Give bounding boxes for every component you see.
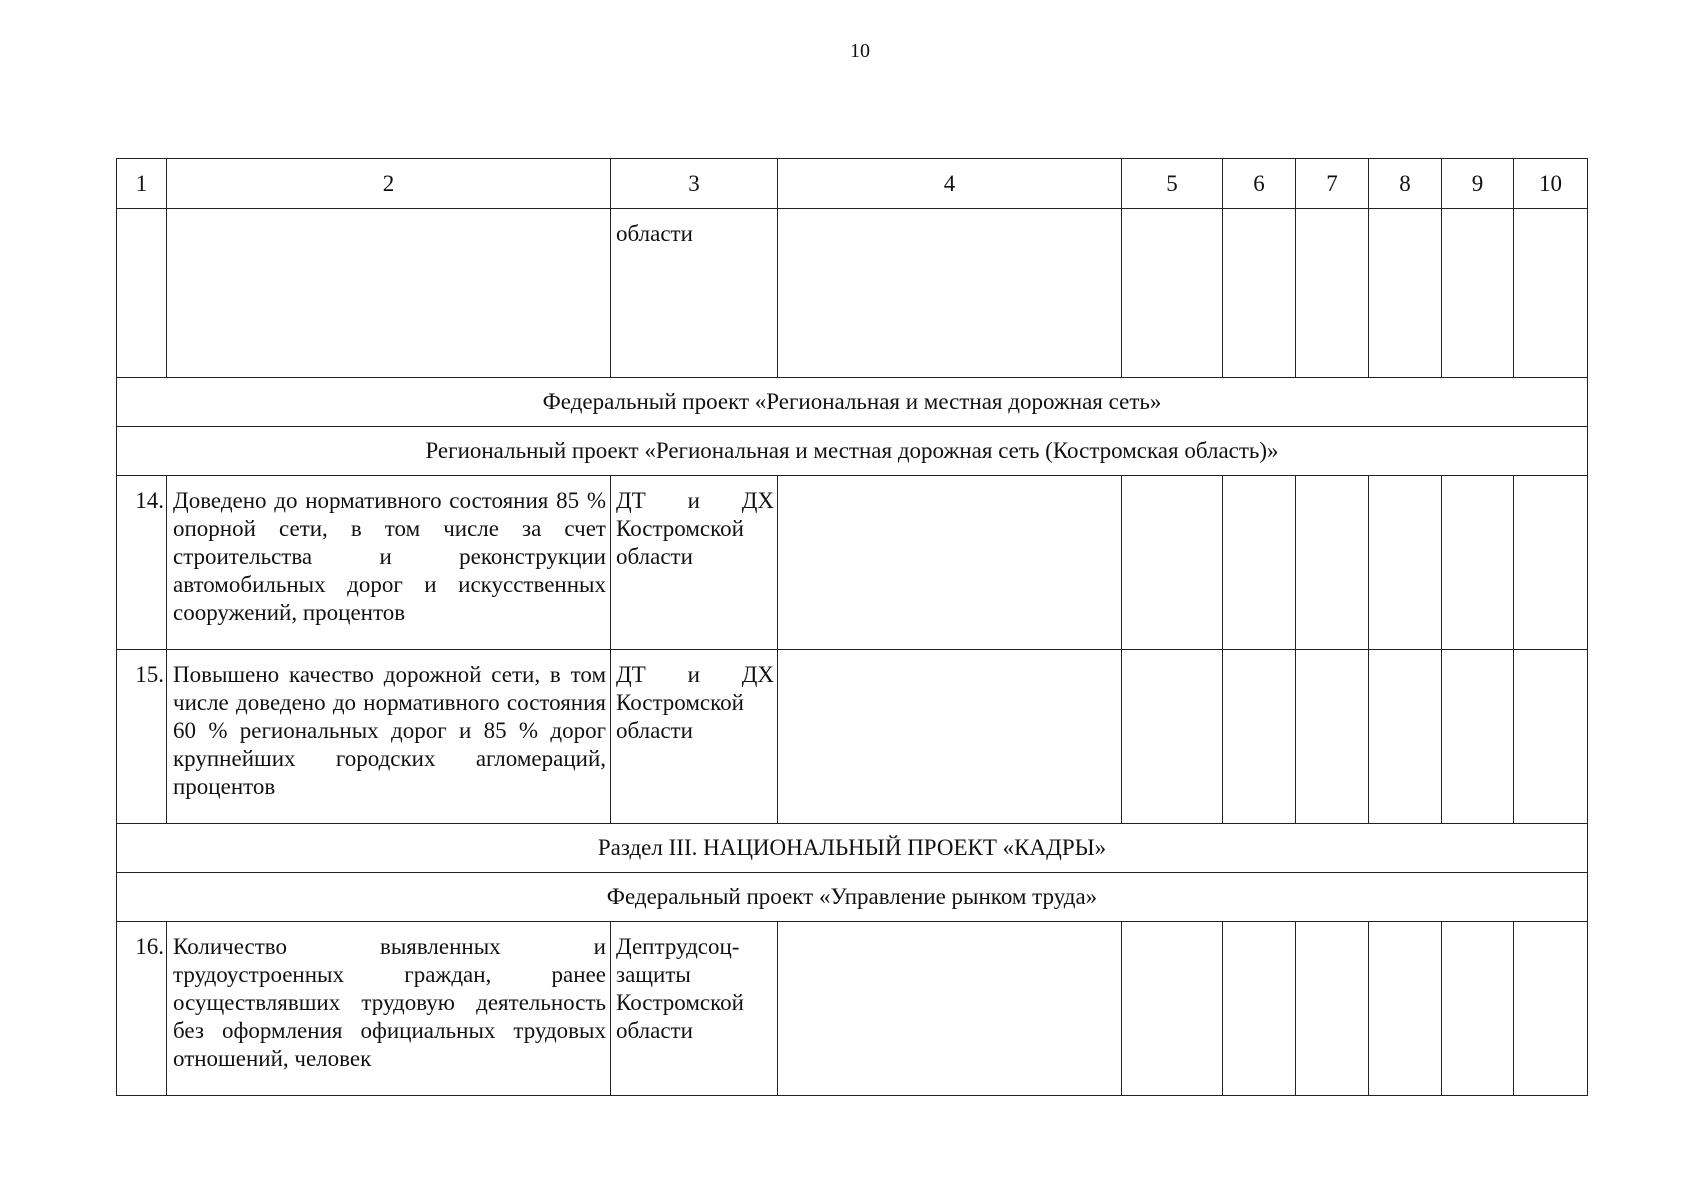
responsible-line: Костромской: [616, 990, 744, 1015]
table-cell: [1122, 922, 1223, 1096]
responsible-cell: [611, 922, 778, 1096]
table-cell: [1442, 476, 1514, 650]
table-cell: [1369, 209, 1442, 378]
section-heading-federal-road: Федеральный проект «Региональная и местная дорожная сеть»: [117, 378, 1588, 427]
column-header: 1: [117, 159, 167, 209]
responsible-right: ДХ: [741, 488, 774, 513]
table-cell: [1122, 650, 1223, 824]
table-cell: [1296, 476, 1369, 650]
row-number: 15.: [117, 650, 167, 824]
section-row: [117, 824, 1588, 873]
section-row: [117, 873, 1588, 922]
responsible-line: Костромской: [616, 690, 744, 715]
table-cell: [1223, 922, 1296, 1096]
responsible-left: ДТ: [616, 488, 646, 513]
responsible-right: ДХ: [741, 662, 774, 687]
table-row: [117, 650, 1588, 824]
table-cell: [1296, 650, 1369, 824]
table-cell: [117, 209, 167, 378]
table-cell: [778, 476, 1122, 650]
column-header-row: [117, 159, 1588, 209]
table-cell: [778, 650, 1122, 824]
column-header: 7: [1296, 159, 1369, 209]
table-cell: [1514, 650, 1588, 824]
table-cell: [1442, 209, 1514, 378]
responsible-cell: [611, 650, 778, 824]
responsible-line: Дептрудсоц-: [616, 934, 740, 959]
responsible-text: области: [616, 221, 693, 246]
column-header: 10: [1514, 159, 1588, 209]
column-header: 8: [1369, 159, 1442, 209]
section-row: [117, 427, 1588, 476]
column-header: 2: [167, 159, 611, 209]
responsible-first-line: [616, 661, 774, 689]
table-cell: [1223, 476, 1296, 650]
table-cell: [1296, 922, 1369, 1096]
continuation-row: [117, 209, 1588, 378]
section-heading-federal-labor: Федеральный проект «Управление рынком труда»: [117, 873, 1588, 922]
row-description: Доведено до нормативного состояния 85 % опорной сети, в том числе за счет строительства и реконструкции автомобильных дорог и искусственных сооружений, процентов: [167, 476, 611, 650]
table-cell: [1223, 650, 1296, 824]
section-heading-regional-road: Региональный проект «Региональная и местная дорожная сеть (Костромская область)»: [117, 427, 1588, 476]
responsible-mid: и: [687, 488, 700, 513]
section-row: [117, 378, 1588, 427]
column-header: 4: [778, 159, 1122, 209]
table-row: [117, 476, 1588, 650]
table-cell: [1369, 922, 1442, 1096]
table-cell: [1122, 209, 1223, 378]
responsible-mid: и: [687, 662, 700, 687]
table-cell: [778, 209, 1122, 378]
responsible-first-line: [616, 487, 774, 515]
section-heading-section-three: Раздел III. НАЦИОНАЛЬНЫЙ ПРОЕКТ «КАДРЫ»: [117, 824, 1588, 873]
row-description: Количество выявленных и трудоустроенных граждан, ранее осуществлявших трудовую деятельность без оформления официальных трудовых отношений, человек: [167, 922, 611, 1096]
responsible-cell: [611, 476, 778, 650]
table-cell: [1369, 650, 1442, 824]
table-cell: [1122, 476, 1223, 650]
table-row: [117, 922, 1588, 1096]
row-number: 16.: [117, 922, 167, 1096]
table-cell: [1369, 476, 1442, 650]
table-cell: [1442, 922, 1514, 1096]
column-header: 6: [1223, 159, 1296, 209]
row-number: 14.: [117, 476, 167, 650]
row-description: Повышено качество дорожной сети, в том числе доведено до нормативного состояния 60 % региональных дорог и 85 % дорог крупнейших городских агломераций, процентов: [167, 650, 611, 824]
column-header: 5: [1122, 159, 1223, 209]
table-cell: [1223, 209, 1296, 378]
table-cell: [1514, 922, 1588, 1096]
responsible-line: защиты: [616, 962, 691, 987]
responsible-line: области: [616, 544, 693, 569]
responsible-line: области: [616, 718, 693, 743]
responsible-line: Костромской: [616, 516, 744, 541]
column-header: 9: [1442, 159, 1514, 209]
responsible-left: ДТ: [616, 662, 646, 687]
table-cell: [1514, 209, 1588, 378]
responsible-cell: [611, 209, 778, 378]
column-header: 3: [611, 159, 778, 209]
page-number: 10: [850, 40, 870, 62]
responsible-line: области: [616, 1018, 693, 1043]
report-table: [116, 158, 1588, 1096]
table-cell: [1296, 209, 1369, 378]
table-cell: [778, 922, 1122, 1096]
table-cell: [1514, 476, 1588, 650]
table-cell: [1442, 650, 1514, 824]
table-cell: [167, 209, 611, 378]
